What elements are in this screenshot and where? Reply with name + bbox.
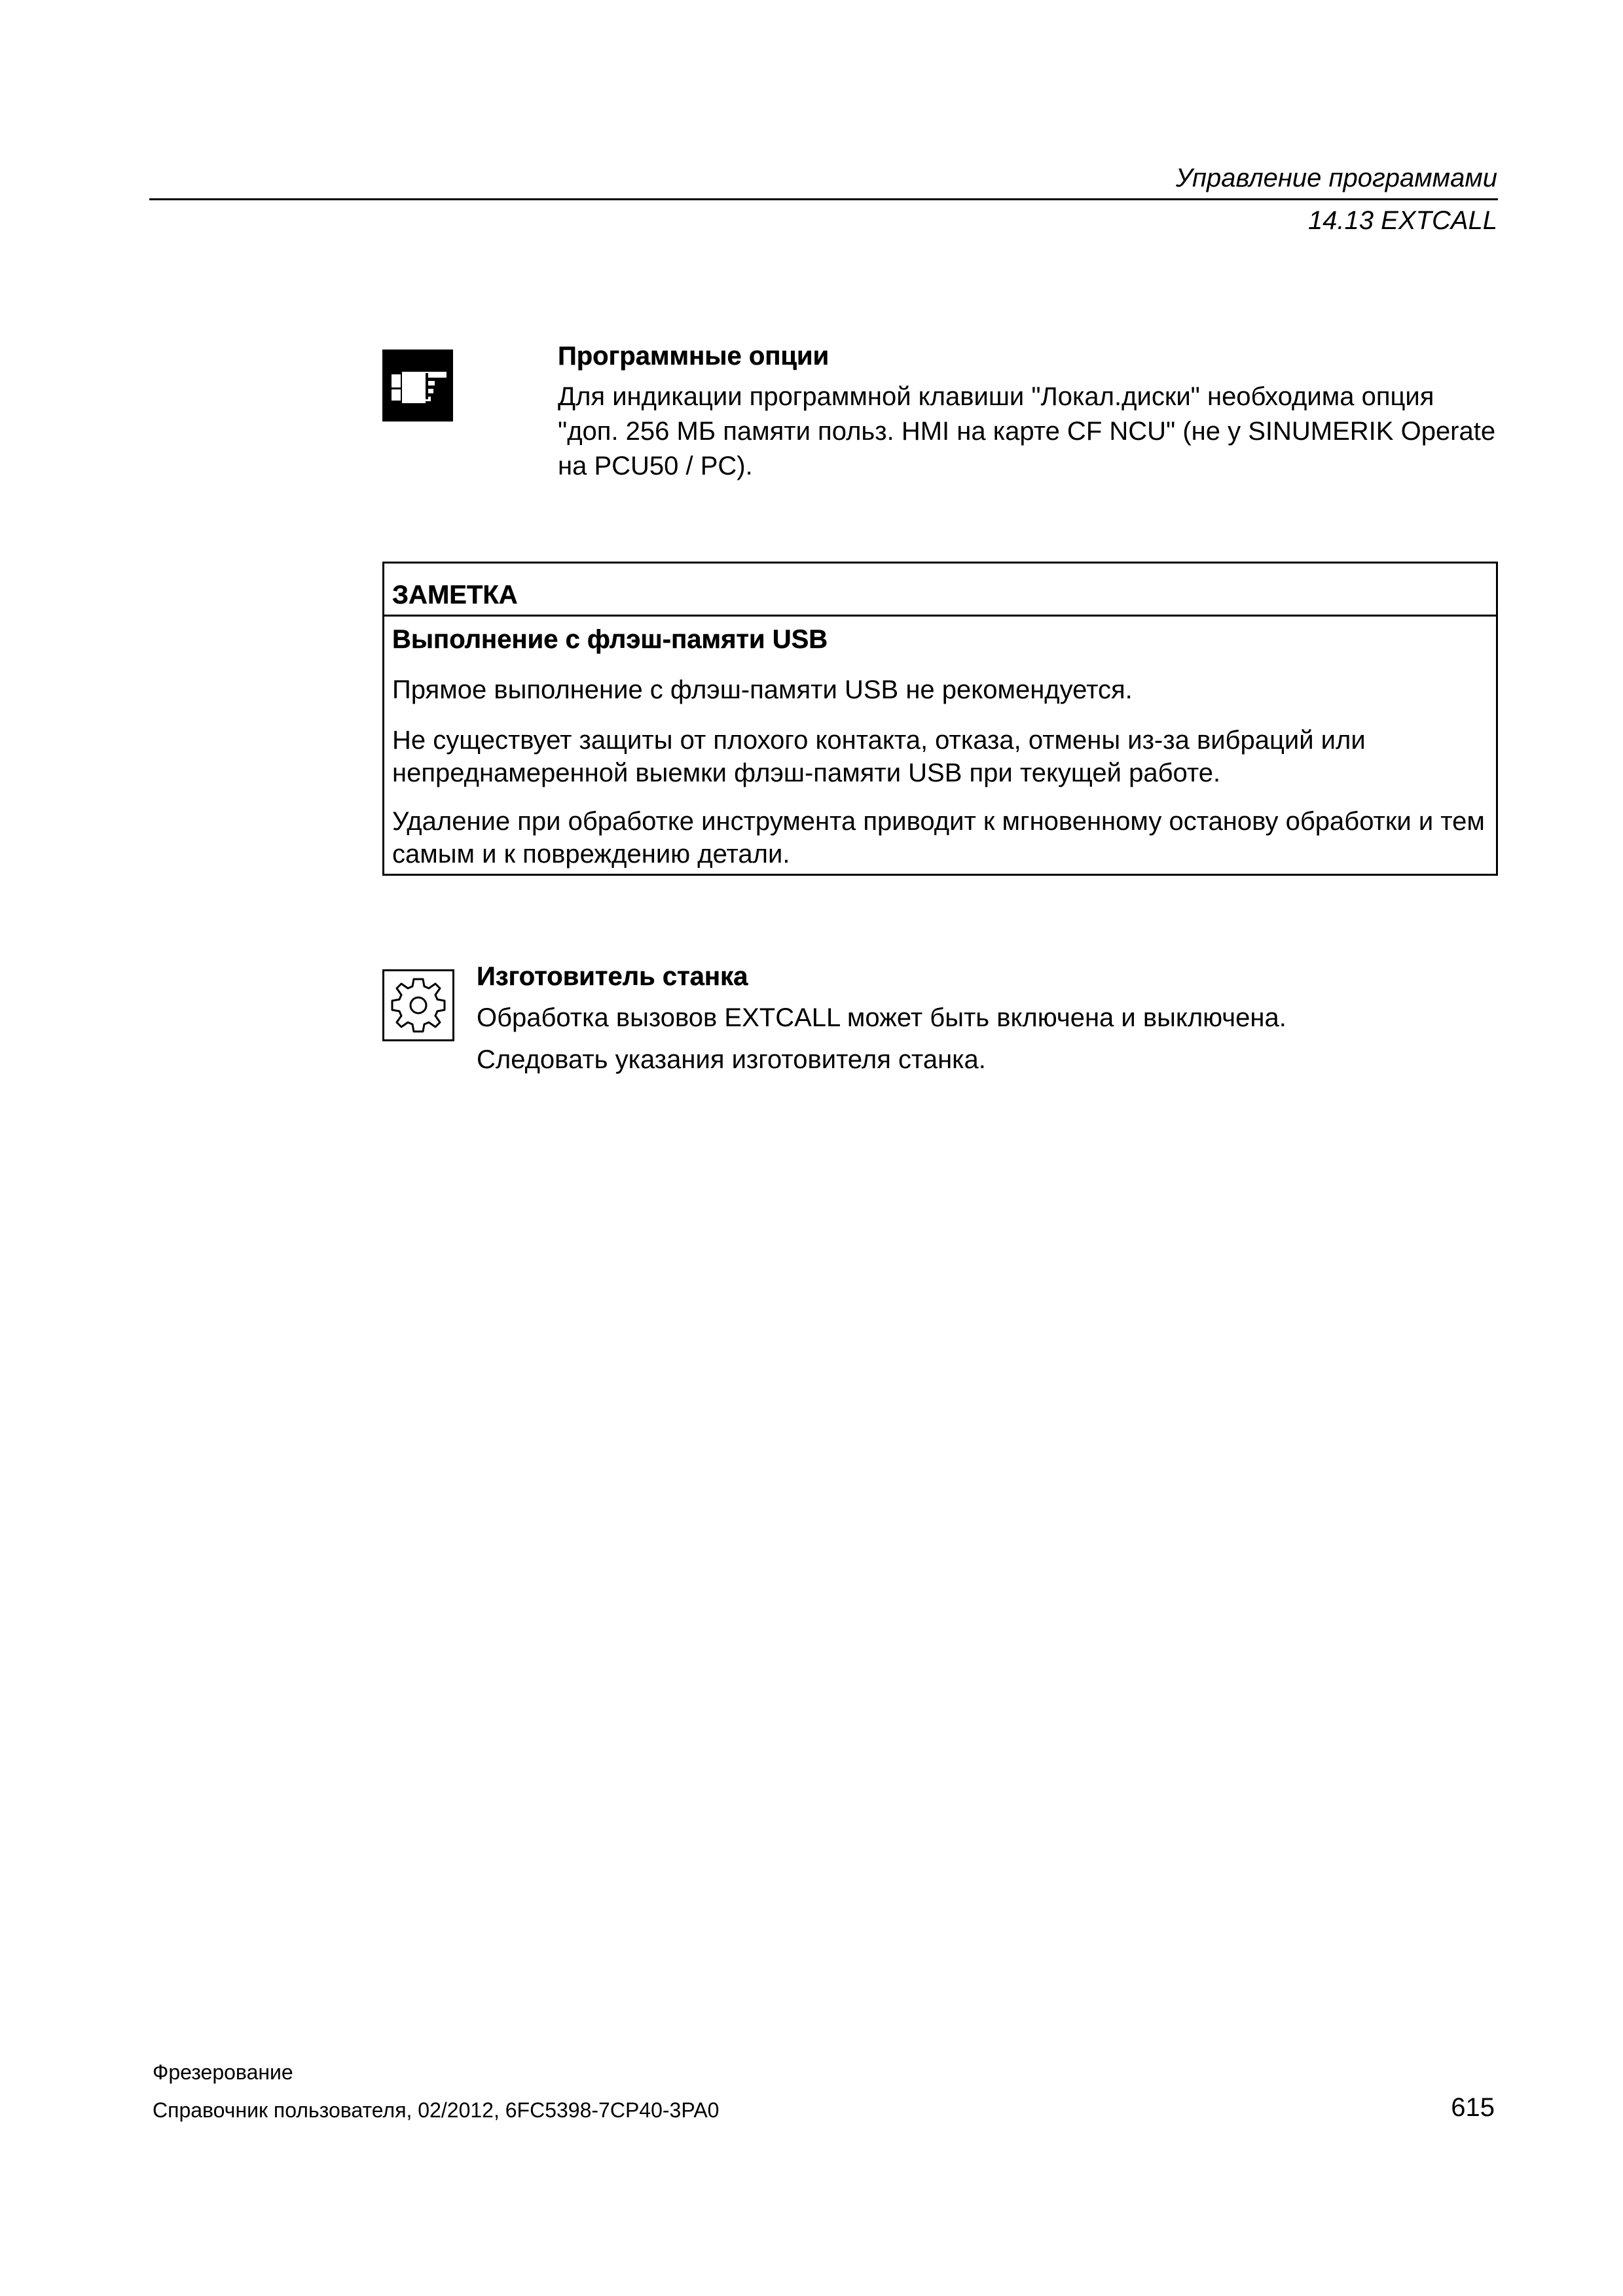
header-rule (149, 198, 1498, 200)
chapter-title: Управление программами (1175, 164, 1497, 192)
note-heading: ЗАМЕТКА (384, 564, 1496, 617)
software-option-title: Программные опции (558, 342, 830, 370)
software-option-text: Для индикации программной клавиши "Локал.диски" необходима опция "доп. 256 МБ памяти польз. HMI на карте CF NCU" (не у SINUMERIK Operate на PCU50 / PC). (558, 382, 1496, 480)
note-paragraph: Удаление при обработке инструмента приводит к мгновенному останову обработки и тем самым и к повреждению детали. (392, 807, 1485, 869)
footer-document-info: Справочник пользователя, 02/2012, 6FC5398-7CP40-3PA0 (153, 2098, 720, 2122)
page-number: 615 (1451, 2093, 1495, 2122)
manufacturer-text-line: Следовать указания изготовителя станка. (477, 1045, 986, 1074)
note-subtitle: Выполнение с флэш-памяти USB (392, 625, 828, 654)
gear-icon (382, 969, 454, 1041)
footer-product: Фрезерование (153, 2060, 293, 2084)
note-paragraph: Прямое выполнение с флэш-памяти USB не рекомендуется. (392, 675, 1133, 704)
manufacturer-title: Изготовитель станка (477, 962, 748, 991)
note-box (382, 562, 1498, 876)
note-paragraph: Не существует защиты от плохого контакта, отказа, отмены из-за вибраций или непреднамеренной выемки флэш-памяти USB при текущей работе. (392, 726, 1366, 787)
manufacturer-text-line: Обработка вызовов EXTCALL может быть включена и выключена. (477, 1003, 1286, 1032)
pointing-hand-icon (382, 350, 453, 422)
section-title: 14.13 EXTCALL (1307, 206, 1497, 235)
